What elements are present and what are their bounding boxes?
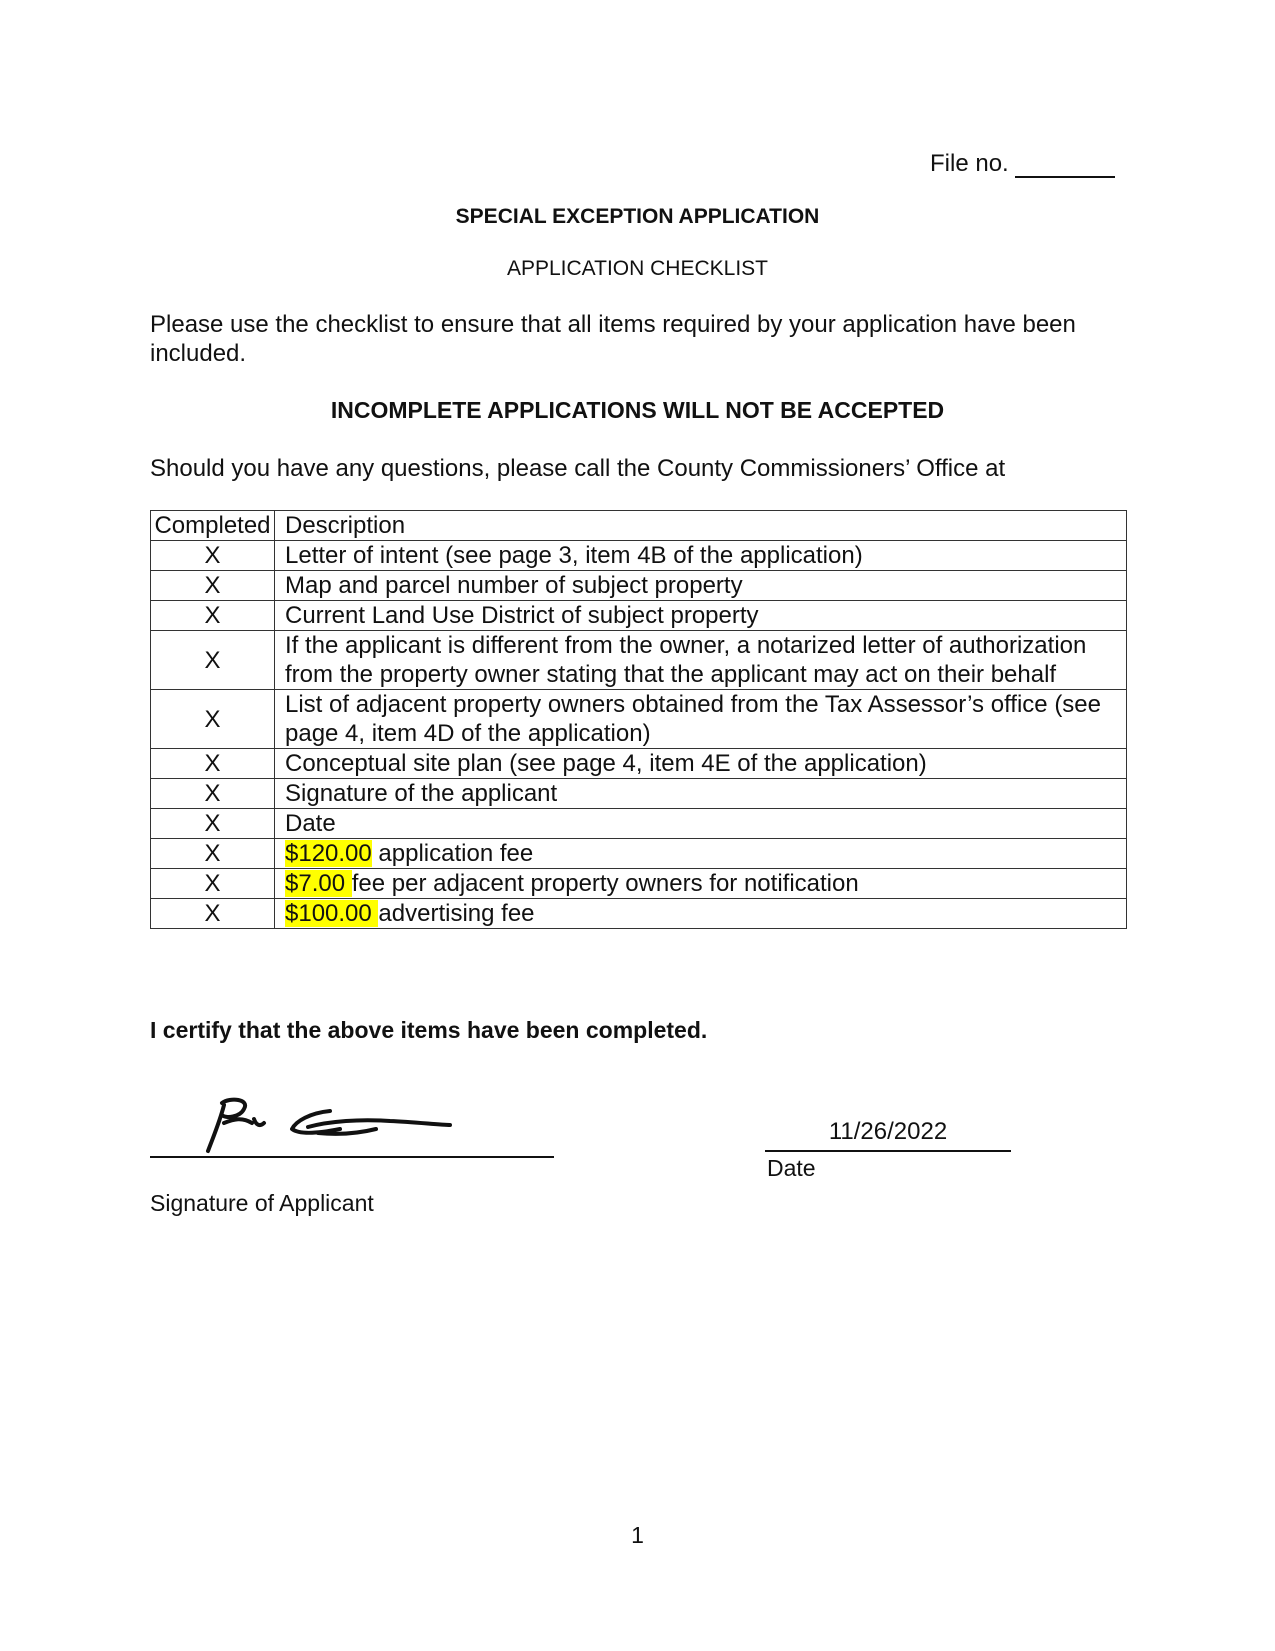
column-header-completed: Completed (151, 511, 275, 541)
completed-mark: X (151, 839, 275, 869)
checklist-table (150, 510, 1127, 929)
date-line (765, 1150, 1011, 1152)
file-number-field (930, 150, 1115, 178)
item-description-text: advertising fee (378, 900, 535, 927)
completed-mark: X (151, 690, 275, 749)
completed-mark: X (151, 779, 275, 809)
item-description-text: If the applicant is different from the owner, a notarized letter of authorization from the property owner stating that the applicant may act on their behalf (285, 632, 1087, 688)
item-description (275, 839, 1127, 869)
handwritten-signature (200, 1095, 480, 1165)
file-number-label: File no. (930, 150, 1009, 177)
item-description (275, 899, 1127, 929)
item-description-text: List of adjacent property owners obtained from the Tax Assessor’s office (see page 4, item 4D of the application) (285, 691, 1101, 747)
item-description-text: application fee (371, 840, 534, 867)
signature-line (150, 1156, 554, 1158)
date-value[interactable]: 11/26/2022 (828, 1118, 948, 1145)
item-description-text: Conceptual site plan (see page 4, item 4E of the application) (285, 750, 927, 777)
item-description (275, 749, 1127, 779)
date-label: Date (767, 1155, 816, 1181)
intro-text: Please use the checklist to ensure that all items required by your application have been included. (150, 311, 1076, 367)
completed-mark: X (151, 869, 275, 899)
signature-label: Signature of Applicant (150, 1190, 374, 1216)
file-number-blank[interactable] (1015, 154, 1115, 178)
item-description (275, 869, 1127, 899)
item-description-text: Letter of intent (see page 3, item 4B of the application) (285, 542, 863, 569)
certification-statement: I certify that the above items have been completed. (150, 1017, 708, 1043)
fee-amount-highlight: $120.00 (285, 840, 372, 867)
item-description-text: Map and parcel number of subject property (285, 572, 743, 599)
column-header-description: Description (275, 511, 1127, 541)
contact-text: Should you have any questions, please call the County Commissioners’ Office at (150, 455, 1006, 482)
table-row (151, 809, 1127, 839)
completed-mark: X (151, 541, 275, 571)
item-description (275, 690, 1127, 749)
fee-amount-highlight: $7.00 (285, 870, 352, 897)
item-description-text: fee per adjacent property owners for notification (351, 870, 859, 897)
warning-text: INCOMPLETE APPLICATIONS WILL NOT BE ACCEPTED (330, 397, 945, 423)
table-row (151, 631, 1127, 690)
table-row (151, 749, 1127, 779)
item-description (275, 779, 1127, 809)
table-row (151, 541, 1127, 571)
table-row (151, 869, 1127, 899)
completed-mark: X (151, 601, 275, 631)
completed-mark: X (151, 631, 275, 690)
table-row (151, 779, 1127, 809)
item-description-text: Signature of the applicant (285, 780, 558, 807)
document-title: SPECIAL EXCEPTION APPLICATION (455, 205, 820, 228)
table-header-row (151, 511, 1127, 541)
table-row (151, 571, 1127, 601)
table-row (151, 690, 1127, 749)
table-row (151, 839, 1127, 869)
item-description-text: Current Land Use District of subject property (285, 602, 759, 629)
item-description (275, 571, 1127, 601)
page-number: 1 (631, 1522, 644, 1548)
fee-amount-highlight: $100.00 (285, 900, 379, 927)
item-description (275, 601, 1127, 631)
item-description-text: Date (285, 810, 336, 837)
completed-mark: X (151, 809, 275, 839)
item-description (275, 631, 1127, 690)
item-description (275, 809, 1127, 839)
completed-mark: X (151, 899, 275, 929)
completed-mark: X (151, 749, 275, 779)
item-description (275, 541, 1127, 571)
document-subtitle: APPLICATION CHECKLIST (506, 257, 768, 280)
table-row (151, 899, 1127, 929)
table-row (151, 601, 1127, 631)
completed-mark: X (151, 571, 275, 601)
